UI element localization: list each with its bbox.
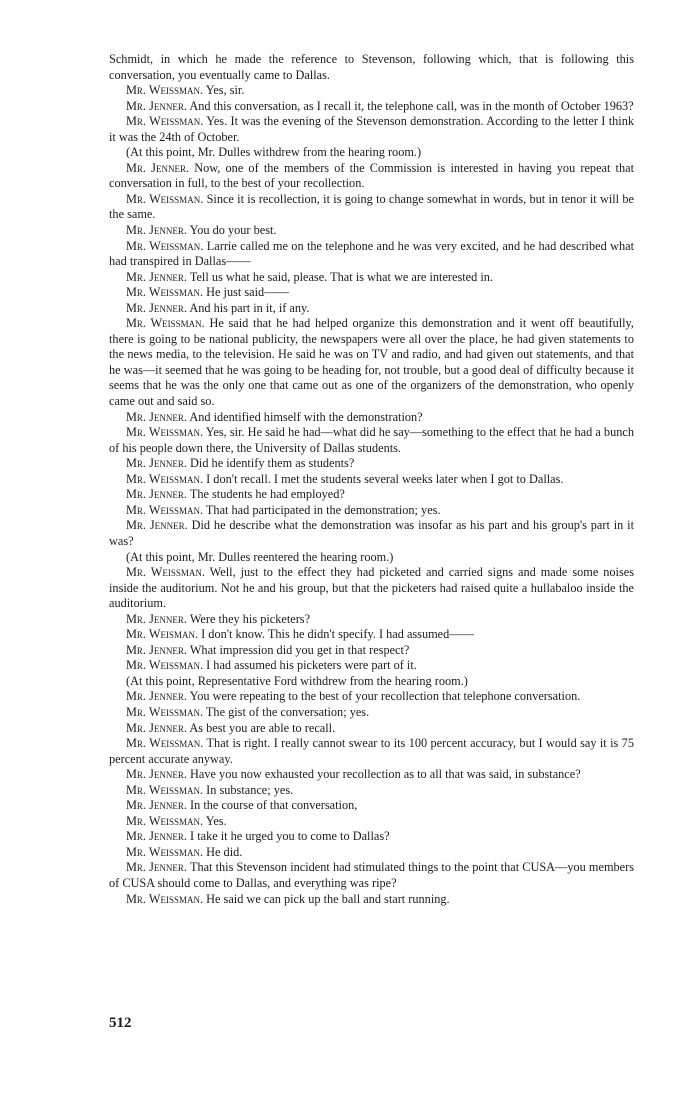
testimony-paragraph [109, 472, 634, 488]
page-number: 512 [109, 1015, 132, 1031]
paragraph-text: I take it he urged you to come to Dallas? [190, 829, 390, 844]
narrative-paragraph [109, 674, 634, 690]
testimony-paragraph [109, 689, 634, 705]
paragraph-text: Have you now exhausted your recollection as to all that was said, in substance? [190, 767, 581, 782]
paragraph-text: Yes. It was the evening of the Stevenson demonstration. According to the letter I think it was the 24th of October. [109, 114, 634, 144]
testimony-paragraph [109, 845, 634, 861]
testimony-paragraph [109, 783, 634, 799]
speaker-label: Mr. Jenner. [126, 160, 190, 175]
paragraph-text: The gist of the conversation; yes. [205, 704, 370, 719]
speaker-label: Mr. Weissman. [126, 844, 204, 859]
paragraph-text: And his part in it, if any. [189, 300, 310, 315]
speaker-label: Mr. Jenner. [126, 98, 187, 113]
speaker-label: Mr. Jenner. [126, 269, 187, 284]
paragraph-text: He said that he had helped organize this demonstration and it went off beautifully, there is going to be national publicity, the newspapers were all over the place, he had given statements to the news media, to the television. He said he was on TV and radio, and had given out statements, and that he was—it seemed that he was going to be heading for, not trouble, but a good deal of difficulty because it seems that he was the only one that came out as one of the organizers of the demonstration, who openly came out and said so. [109, 316, 634, 409]
testimony-paragraph [109, 798, 634, 814]
paragraph-text: Now, one of the members of the Commission is interested in having you repeat that conversation in full, to the best of your recollection. [109, 160, 634, 191]
speaker-label: Mr. Weissman. [126, 425, 204, 440]
testimony-paragraph [109, 83, 634, 99]
testimony-paragraph [109, 767, 634, 783]
paragraph-text: He did. [206, 844, 243, 859]
speaker-label: Mr. Jenner. [126, 409, 187, 424]
testimony-paragraph [109, 239, 634, 270]
speaker-label: Mr. Weissman. [126, 83, 204, 98]
speaker-label: Mr. Jenner. [126, 798, 187, 813]
testimony-paragraph [109, 518, 634, 549]
paragraph-text: I don't recall. I met the students several weeks later when I got to Dallas. [206, 471, 564, 486]
speaker-label: Mr. Weissman. [126, 502, 204, 517]
speaker-label: Mr. Jenner. [126, 689, 187, 704]
testimony-paragraph [109, 643, 634, 659]
speaker-label: Mr. Jenner. [126, 300, 187, 315]
testimony-paragraph [109, 99, 634, 115]
speaker-label: Mr. Weissman. [126, 238, 204, 253]
testimony-paragraph [109, 814, 634, 830]
paragraph-text: And identified himself with the demonstration? [189, 409, 423, 424]
paragraph-text: Did he describe what the demonstration was insofar as his part and his group's part in it was? [109, 518, 634, 548]
speaker-label: Mr. Jenner. [126, 518, 188, 533]
testimony-paragraph [109, 705, 634, 721]
paragraph-text: The students he had employed? [189, 487, 345, 502]
speaker-label: Mr. Jenner. [126, 860, 188, 875]
speaker-label: Mr. Jenner. [126, 829, 187, 844]
speaker-label: Mr. Weissman. [126, 658, 204, 673]
speaker-label: Mr. Jenner. [126, 767, 187, 782]
paragraph-text: Larrie called me on the telephone and he was very excited, and he had described what had transpired in Dallas—— [109, 238, 634, 269]
testimony-paragraph [109, 829, 634, 845]
testimony-paragraph [109, 316, 634, 409]
paragraph-text: And this conversation, as I recall it, the telephone call, was in the month of October 1963? [189, 98, 634, 113]
testimony-paragraph [109, 658, 634, 674]
speaker-label: Mr. Weissman. [126, 736, 204, 751]
paragraph-text: As best you are able to recall. [189, 720, 336, 735]
speaker-label: Mr. Weisman. [126, 627, 199, 642]
speaker-label: Mr. Weissman. [126, 285, 204, 300]
testimony-paragraph [109, 270, 634, 286]
paragraph-text: I don't know. This he didn't specify. I had assumed—— [201, 627, 474, 642]
testimony-paragraph [109, 892, 634, 908]
paragraph-text: He said we can pick up the ball and start running. [206, 891, 450, 906]
paragraph-text: Did he identify them as students? [190, 456, 355, 471]
testimony-paragraph [109, 114, 634, 145]
speaker-label: Mr. Jenner. [126, 720, 187, 735]
testimony-paragraph [109, 425, 634, 456]
narrative-paragraph [109, 550, 634, 566]
paragraph-text: Well, just to the effect they had picketed and carried signs and made some noises inside the auditorium. Not he and his group, but that the picketers had raised quite a hullabaloo inside the auditorium. [109, 565, 634, 611]
testimony-paragraph [109, 223, 634, 239]
paragraph-text: Yes, sir. [205, 83, 245, 98]
testimony-paragraph [109, 565, 634, 612]
speaker-label: Mr. Weissman. [126, 782, 204, 797]
testimony-paragraph [109, 487, 634, 503]
speaker-label: Mr. Weissman. [126, 191, 204, 206]
testimony-paragraph [109, 612, 634, 628]
testimony-paragraph [109, 721, 634, 737]
testimony-paragraph [109, 860, 634, 891]
speaker-label: Mr. Jenner. [126, 456, 187, 471]
paragraph-text: Since it is recollection, it is going to change somewhat in words, but in tenor it will be the same. [109, 191, 634, 222]
testimony-paragraph [109, 736, 634, 767]
speaker-label: Mr. Weissman. [126, 316, 205, 331]
paragraph-text: I had assumed his picketers were part of it. [206, 658, 417, 673]
speaker-label: Mr. Weissman. [126, 471, 204, 486]
testimony-paragraph [109, 456, 634, 472]
speaker-label: Mr. Weissman. [126, 891, 204, 906]
paragraph-text: You do your best. [189, 223, 277, 238]
paragraph-text: Were they his picketers? [189, 611, 311, 626]
paragraph-text: That had participated in the demonstration; yes. [205, 502, 441, 517]
speaker-label: Mr. Jenner. [126, 487, 187, 502]
paragraph-text: In substance; yes. [206, 782, 294, 797]
paragraph-text: (At this point, Mr. Dulles withdrew from the hearing room.) [126, 145, 422, 160]
paragraph-text: (At this point, Representative Ford withdrew from the hearing room.) [126, 673, 468, 688]
speaker-label: Mr. Weissman. [126, 813, 204, 828]
speaker-label: Mr. Jenner. [126, 611, 187, 626]
paragraph-text: Yes, sir. He said he had—what did he say—something to the effect that he had a bunch of his people down there, the University of Dallas students. [109, 425, 634, 455]
testimony-paragraph [109, 285, 634, 301]
testimony-paragraph [109, 503, 634, 519]
paragraph-text: Schmidt, in which he made the reference to Stevenson, following which, that is following this conversation, you eventually came to Dallas. [109, 52, 634, 82]
paragraph-text: You were repeating to the best of your recollection that telephone conversation. [189, 689, 581, 704]
paragraph-text: What impression did you get in that respect? [189, 642, 410, 657]
testimony-paragraph [109, 192, 634, 223]
paragraph-text: That is right. I really cannot swear to its 100 percent accuracy, but I would say it is 75 percent accurate anyway. [109, 736, 634, 766]
paragraph-text: Yes. [205, 813, 227, 828]
speaker-label: Mr. Weissman. [126, 114, 204, 129]
paragraph-text: (At this point, Mr. Dulles reentered the hearing room.) [126, 549, 394, 564]
speaker-label: Mr. Jenner. [126, 642, 187, 657]
testimony-paragraph [109, 161, 634, 192]
testimony-paragraph [109, 301, 634, 317]
speaker-label: Mr. Weissman. [126, 565, 205, 580]
speaker-label: Mr. Jenner. [126, 223, 187, 238]
narrative-paragraph [109, 145, 634, 161]
testimony-paragraph [109, 627, 634, 643]
speaker-label: Mr. Weissman. [126, 704, 204, 719]
paragraph-text: In the course of that conversation, [190, 798, 358, 813]
testimony-paragraph [109, 410, 634, 426]
paragraph-text: That this Stevenson incident had stimulated things to the point that CUSA—you members of CUSA should come to Dallas, and everything was ripe? [109, 860, 634, 890]
narrative-paragraph [109, 52, 634, 83]
paragraph-text: He just said—— [206, 285, 289, 300]
paragraph-text: Tell us what he said, please. That is what we are interested in. [189, 269, 493, 284]
transcript-body [109, 52, 634, 907]
